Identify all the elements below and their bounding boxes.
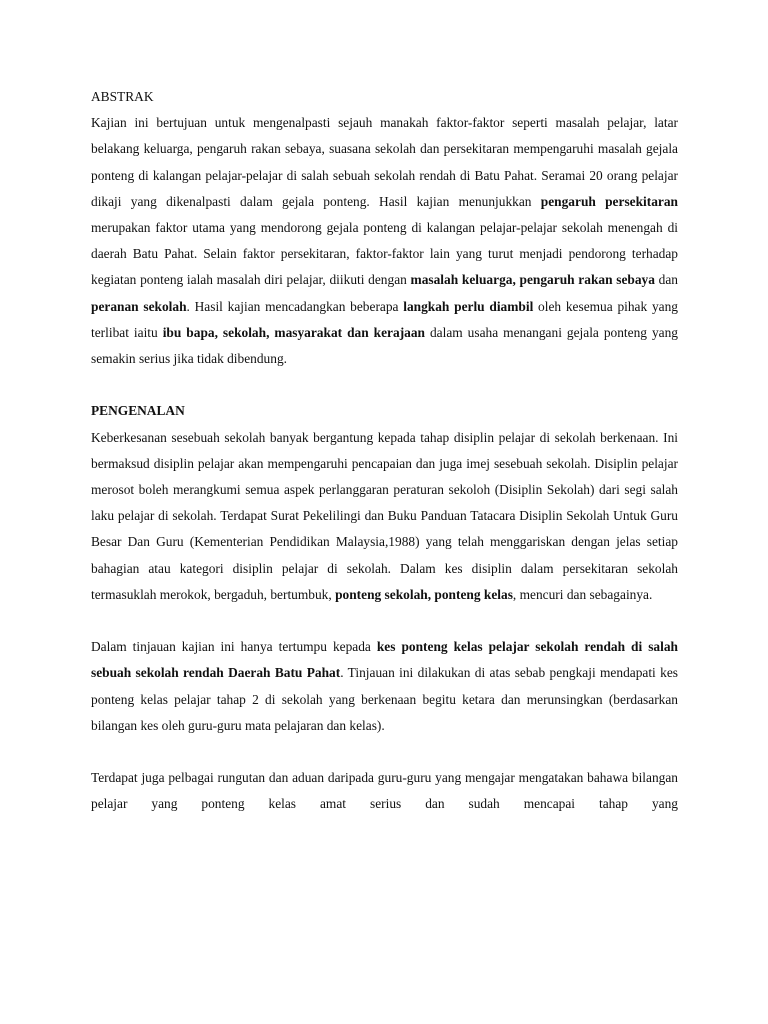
intro2-text-2: . Tinjauan ini dilakukan di atas sebab pengkaji mendapati kes ponteng kelas pelajar tahap 2 di sekolah yang berkenaan begitu ketara dan merunsingkan (berdasarkan bilangan kes oleh guru-guru mata pelajaran dan kelas). xyxy=(91,665,678,733)
abstract-text-1: Kajian ini bertujuan untuk mengenalpasti sejauh manakah faktor-faktor seperti masalah pelajar, latar belakang keluarga, pengaruh rakan sebaya, suasana sekolah dan persekitaran mempengaruhi masalah gejala ponteng di kalangan pelajar-pelajar di salah sebuah sekolah rendah di Batu Pahat. Seramai 20 orang pelajar dikaji yang dikenalpasti dalam gejala ponteng. Hasil kajian menunjukkan xyxy=(91,115,678,209)
introduction-heading: PENGENALAN xyxy=(91,403,185,419)
intro1-text-2: , mencuri dan sebagainya. xyxy=(512,586,653,602)
abstract-text-3: dan xyxy=(654,272,678,288)
document-page xyxy=(91,84,678,818)
intro1-text-1: Keberkesanan sesebuah sekolah banyak bergantung kepada tahap disiplin pelajar di sekolah berkenaan. Ini bermaksud disiplin pelajar akan mempengaruhi pencapaian dan juga imej sesebuah sekolah. Disiplin pelajar merosot boleh merangkumi semua aspek perlanggaran peraturan sekoloh (Disiplin Sekolah) dari segi salah laku pelajar di sekolah. Terdapat Surat Pekelilingi dan Buku Panduan Tatacara Disiplin Sekolah Untuk Guru Besar Dan Guru (Kementerian Pendidikan Malaysia,1988) yang telah menggariskan dengan jelas setiap bahagian atau kategori disiplin pelajar di sekolah. Dalam kes disiplin dalam persekitaran sekolah termasuklah merokok, bergaduh, bertumbuk, xyxy=(91,429,678,602)
abstract-bold-3: peranan sekolah xyxy=(91,298,187,314)
spacer xyxy=(91,372,678,398)
abstract-bold-5: ibu bapa, sekolah, masyarakat dan kerajaan xyxy=(162,324,425,340)
abstract-text-2: merupakan faktor utama yang mendorong gejala ponteng di kalangan pelajar-pelajar sekolah menengah di daerah Batu Pahat. Selain faktor persekitaran, faktor-faktor lain yang turut menjadi pendorong terhadap kegiatan ponteng ialah masalah diri pelajar, diikuti dengan xyxy=(91,220,678,288)
abstract-paragraph xyxy=(91,110,678,372)
spacer xyxy=(91,739,678,765)
abstract-bold-2: masalah keluarga, pengaruh rakan sebaya xyxy=(410,272,655,288)
abstract-text-4: . Hasil kajian mencadangkan beberapa xyxy=(186,298,404,314)
spacer xyxy=(91,608,678,634)
abstract-bold-1: pengaruh persekitaran xyxy=(540,193,679,209)
introduction-paragraph-1 xyxy=(91,425,678,608)
intro1-bold-1: ponteng sekolah, ponteng kelas xyxy=(335,586,513,602)
abstract-text-6: dalam usaha menangani gejala ponteng yang semakin serius jika tidak dibendung. xyxy=(91,324,678,367)
introduction-paragraph-2 xyxy=(91,634,678,739)
intro3-text-1: Terdapat juga pelbagai rungutan dan aduan daripada guru-guru yang mengajar mengatakan bahawa bilangan pelajar yang ponteng kelas amat serius dan sudah mencapai tahap yang xyxy=(91,770,678,812)
abstract-text-5: oleh kesemua pihak yang terlibat iaitu xyxy=(91,298,678,340)
intro2-bold-1: kes ponteng kelas pelajar sekolah rendah di salah sebuah sekolah rendah Daerah Batu Pahat xyxy=(91,639,678,681)
abstract-heading: ABSTRAK xyxy=(91,89,154,104)
intro2-text-1: Dalam tinjauan kajian ini hanya tertumpu kepada xyxy=(91,639,377,655)
introduction-paragraph-3 xyxy=(91,765,678,817)
abstract-bold-4: langkah perlu diambil xyxy=(403,298,534,314)
